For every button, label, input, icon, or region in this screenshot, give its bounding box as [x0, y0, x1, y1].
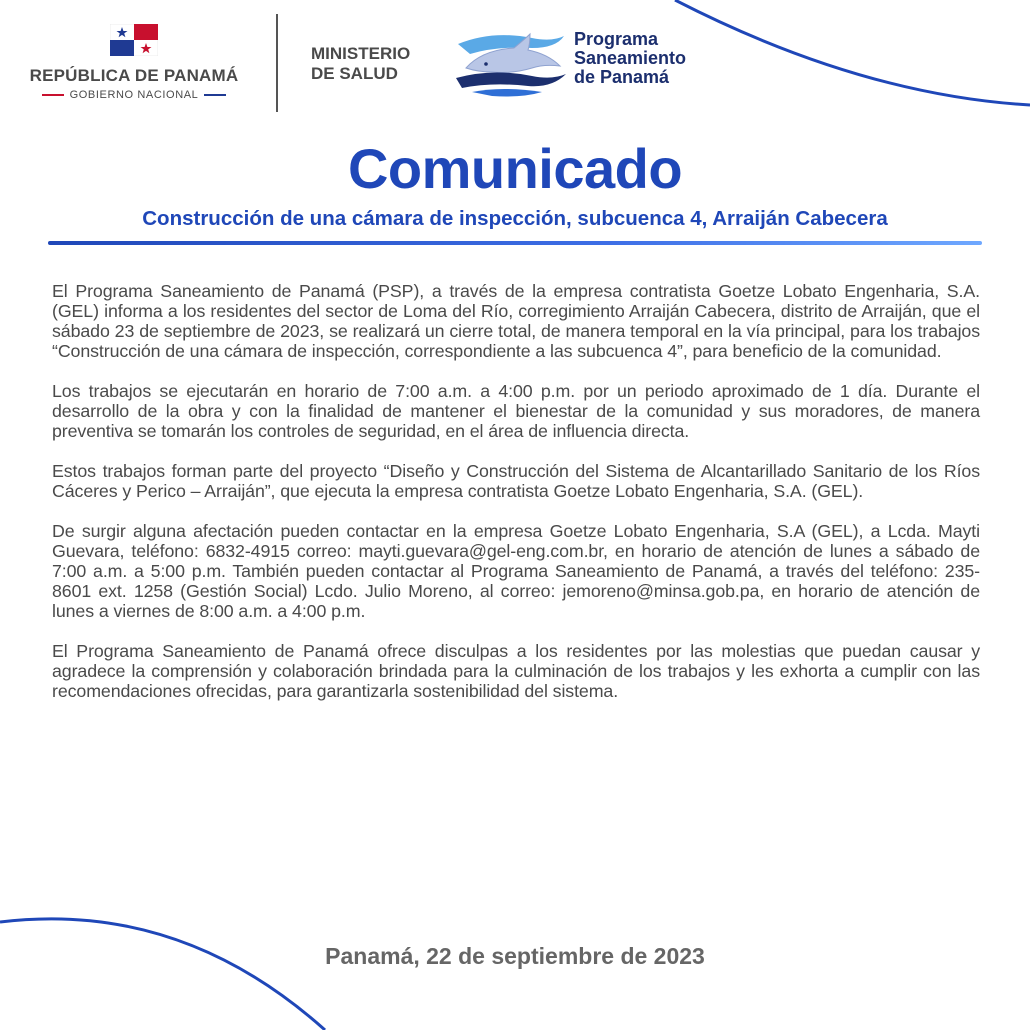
page-title: Comunicado: [347, 137, 683, 200]
program-name: [574, 30, 686, 87]
blue-line-divider: [204, 94, 226, 96]
ministry-line-2: DE SALUD: [311, 64, 398, 83]
government-subtitle: GOBIERNO NACIONAL: [69, 89, 199, 101]
ministry-logo: [311, 44, 410, 84]
program-line-2: Saneamiento: [574, 48, 687, 68]
panama-flag-icon: [110, 24, 158, 56]
page-subtitle: Construcción de una cámara de inspección, subcuenca 4, Arraiján Cabecera: [142, 207, 888, 230]
program-line-1: Programa: [574, 29, 659, 49]
paragraph-contact: De surgir alguna afectación pueden contactar en la empresa Goetze Lobato Engenharia, S.A (GEL), a Lcda. Mayti Guevara, teléfono: 6832-4915 correo: mayti.guevara@gel-eng.com.br, en horario de atención de lunes a sábado de 7:00 a.m. a 5:00 p.m. También pueden contactar al Programa Saneamiento de Panamá, a través del teléfono: 235-8601 ext. 1258 (Gestión Social) Lcdo. Julio Moreno, al correo: jemoreno@minsa.gob.pa, en horario de atención de lunes a viernes de 8:00 a.m. a 4:00 p.m.: [52, 521, 980, 621]
government-subtitle-row: [14, 89, 254, 101]
communique-body: [52, 281, 980, 721]
paragraph-closing: El Programa Saneamiento de Panamá ofrece disculpas a los residentes por las molestias que puedan causar y agradece la comprensión y colaboración brindada para la culminación de los trabajos y les exhorta a cumplir con las recomendaciones ofrecidas, para garantizarla sostenibilidad del sistema.: [52, 641, 980, 701]
title-underline: [48, 241, 982, 245]
ministry-line-1: MINISTERIO: [311, 44, 411, 63]
paragraph-intro: El Programa Saneamiento de Panamá (PSP), a través de la empresa contratista Goetze Lobato Engenharia, S.A. (GEL) informa a los residentes del sector de Loma del Río, corregimiento Arraiján Cabecera, distrito de Arraiján, que el sábado 23 de septiembre de 2023, se realizará un cierre total, de manera temporal en la vía principal, para los trabajos “Construcción de una cámara de inspección, correspondiente a las subcuenca 4”, para beneficio de la comunidad.: [52, 281, 980, 361]
header-divider: [276, 14, 278, 112]
program-line-3: de Panamá: [574, 67, 670, 87]
dolphin-logo-icon: [452, 28, 567, 98]
government-logo: [14, 24, 254, 101]
government-name: REPÚBLICA DE PANAMÁ: [29, 66, 239, 85]
paragraph-project: Estos trabajos forman parte del proyecto “Diseño y Construcción del Sistema de Alcantarillado Sanitario de los Ríos Cáceres y Perico – Arraiján”, que ejecuta la empresa contratista Goetze Lobato Engenharia, S.A. (GEL).: [52, 461, 980, 501]
red-line-divider: [42, 94, 64, 96]
footer-date: Panamá, 22 de septiembre de 2023: [325, 943, 705, 969]
paragraph-schedule: Los trabajos se ejecutarán en horario de 7:00 a.m. a 4:00 p.m. por un periodo aproximado de 1 día. Durante el desarrollo de la obra y con la finalidad de mantener el bienestar de la comunidad y sus moradores, de manera preventiva se tomarán los controles de seguridad, en el área de influencia directa.: [52, 381, 980, 441]
